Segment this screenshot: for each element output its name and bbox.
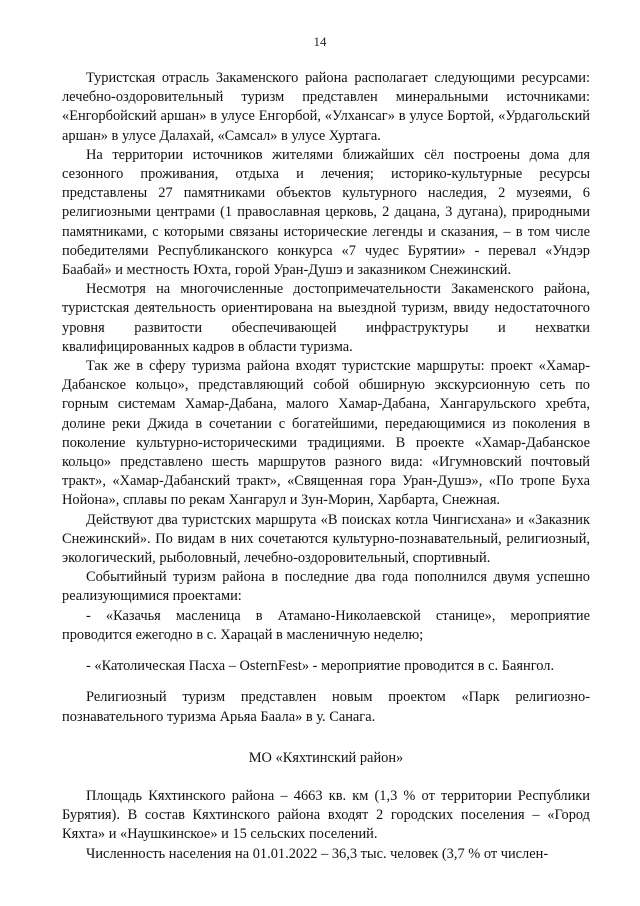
page-number: 14 bbox=[313, 34, 327, 49]
list-item-osternfest: - «Католическая Пасха – OsternFest» - мероприятие проводится в с. Баянгол. bbox=[86, 658, 555, 675]
list-item-maslenitsa: - «Казачья масленица в Атамано-Николаевской станице», мероприятие проводится ежегодно в с. Харацай в масленичную неделю; bbox=[62, 607, 590, 643]
document-body bbox=[62, 69, 590, 864]
paragraph-event-tourism: Событийный туризм района в последние два года пополнился двумя успешно реализующимися проектами: bbox=[62, 569, 590, 605]
paragraph-population: Численность населения на 01.01.2022 – 36,3 тыс. человек (3,7 % от числен- bbox=[86, 845, 549, 862]
paragraph-sources-housing: На территории источников жителями ближайших сёл построены дома для сезонного проживания, отдыха и лечения; историко-культурные ресурсы представлены 27 памятниками объектов культурного наследия, 2 музеями, 6 религиозными центрами (1 православная церковь, 2 дацана, 3 дугана), природными памятниками, с которыми связаны исторические легенды и сказания, – в том числе победителями Республиканского конкурса «7 чудес Бурятии» - перевал «Ундэр Баабай» и местность Юхта, горой Уран-Душэ и заказником Снежинский. bbox=[62, 146, 590, 279]
paragraph-outbound-tourism: Несмотря на многочисленные достопримечательности Закаменского района, туристская деятельность ориентирована на выездной туризм, ввиду недостаточного уровня развитости обеспечивающей инфраструктуры и нехватки квалифицированных кадров в области туризма. bbox=[62, 281, 590, 355]
paragraph-kyakhta-area: Площадь Кяхтинского района – 4663 кв. км (1,3 % от территории Республики Бурятия). В состав Кяхтинского района входят 2 городских поселения – «Город Кяхта» и «Наушкинское» и 15 сельских поселений. bbox=[62, 787, 590, 843]
paragraph-tourist-routes: Так же в сферу туризма района входят туристские маршруты: проект «Хамар-Дабанское кольцо», представляющий собой обширную экскурсионную сеть по горным системам Хамар-Дабана, малого Хамар-Дабана, Хангарульского хребта, долине реки Джида в сочетании с богатейшими, передающимися из поколения в поколение культурно-историческими традициями. В проекте «Хамар-Дабанское кольцо» представлено шесть маршрутов разного вида: «Игумновский почтовый тракт», «Хамар-Дабанский тракт», «Священная гора Уран-Душэ», «По тропе Буха Нойона», сплавы по рекам Хангарул и Зун-Морин, Харбарта, Снежная. bbox=[62, 358, 590, 509]
paragraph-religious-tourism: Религиозный туризм представлен новым проектом «Парк религиозно-познавательного туризма Арьяа Баала» в у. Санага. bbox=[62, 689, 590, 725]
section-heading: МО «Кяхтинский район» bbox=[248, 749, 404, 766]
paragraph-two-routes: Действуют два туристских маршрута «В поисках котла Чингисхана» и «Заказник Снежинский». По видам в них сочетаются культурно-познавательный, религиозный, экологический, рыболовный, лечебно-оздоровительный, спортивный. bbox=[62, 511, 590, 567]
paragraph-tourism-resources: Туристская отрасль Закаменского района располагает следующими ресурсами: лечебно-оздоровительный туризм представлен минеральными источниками: «Енгорбойский аршан» в улусе Енгорбой, «Улхансаг» в улусе Бортой, «Урдагольский аршан» в улусе Далахай, «Самсал» в улусе Хуртага. bbox=[62, 70, 590, 144]
